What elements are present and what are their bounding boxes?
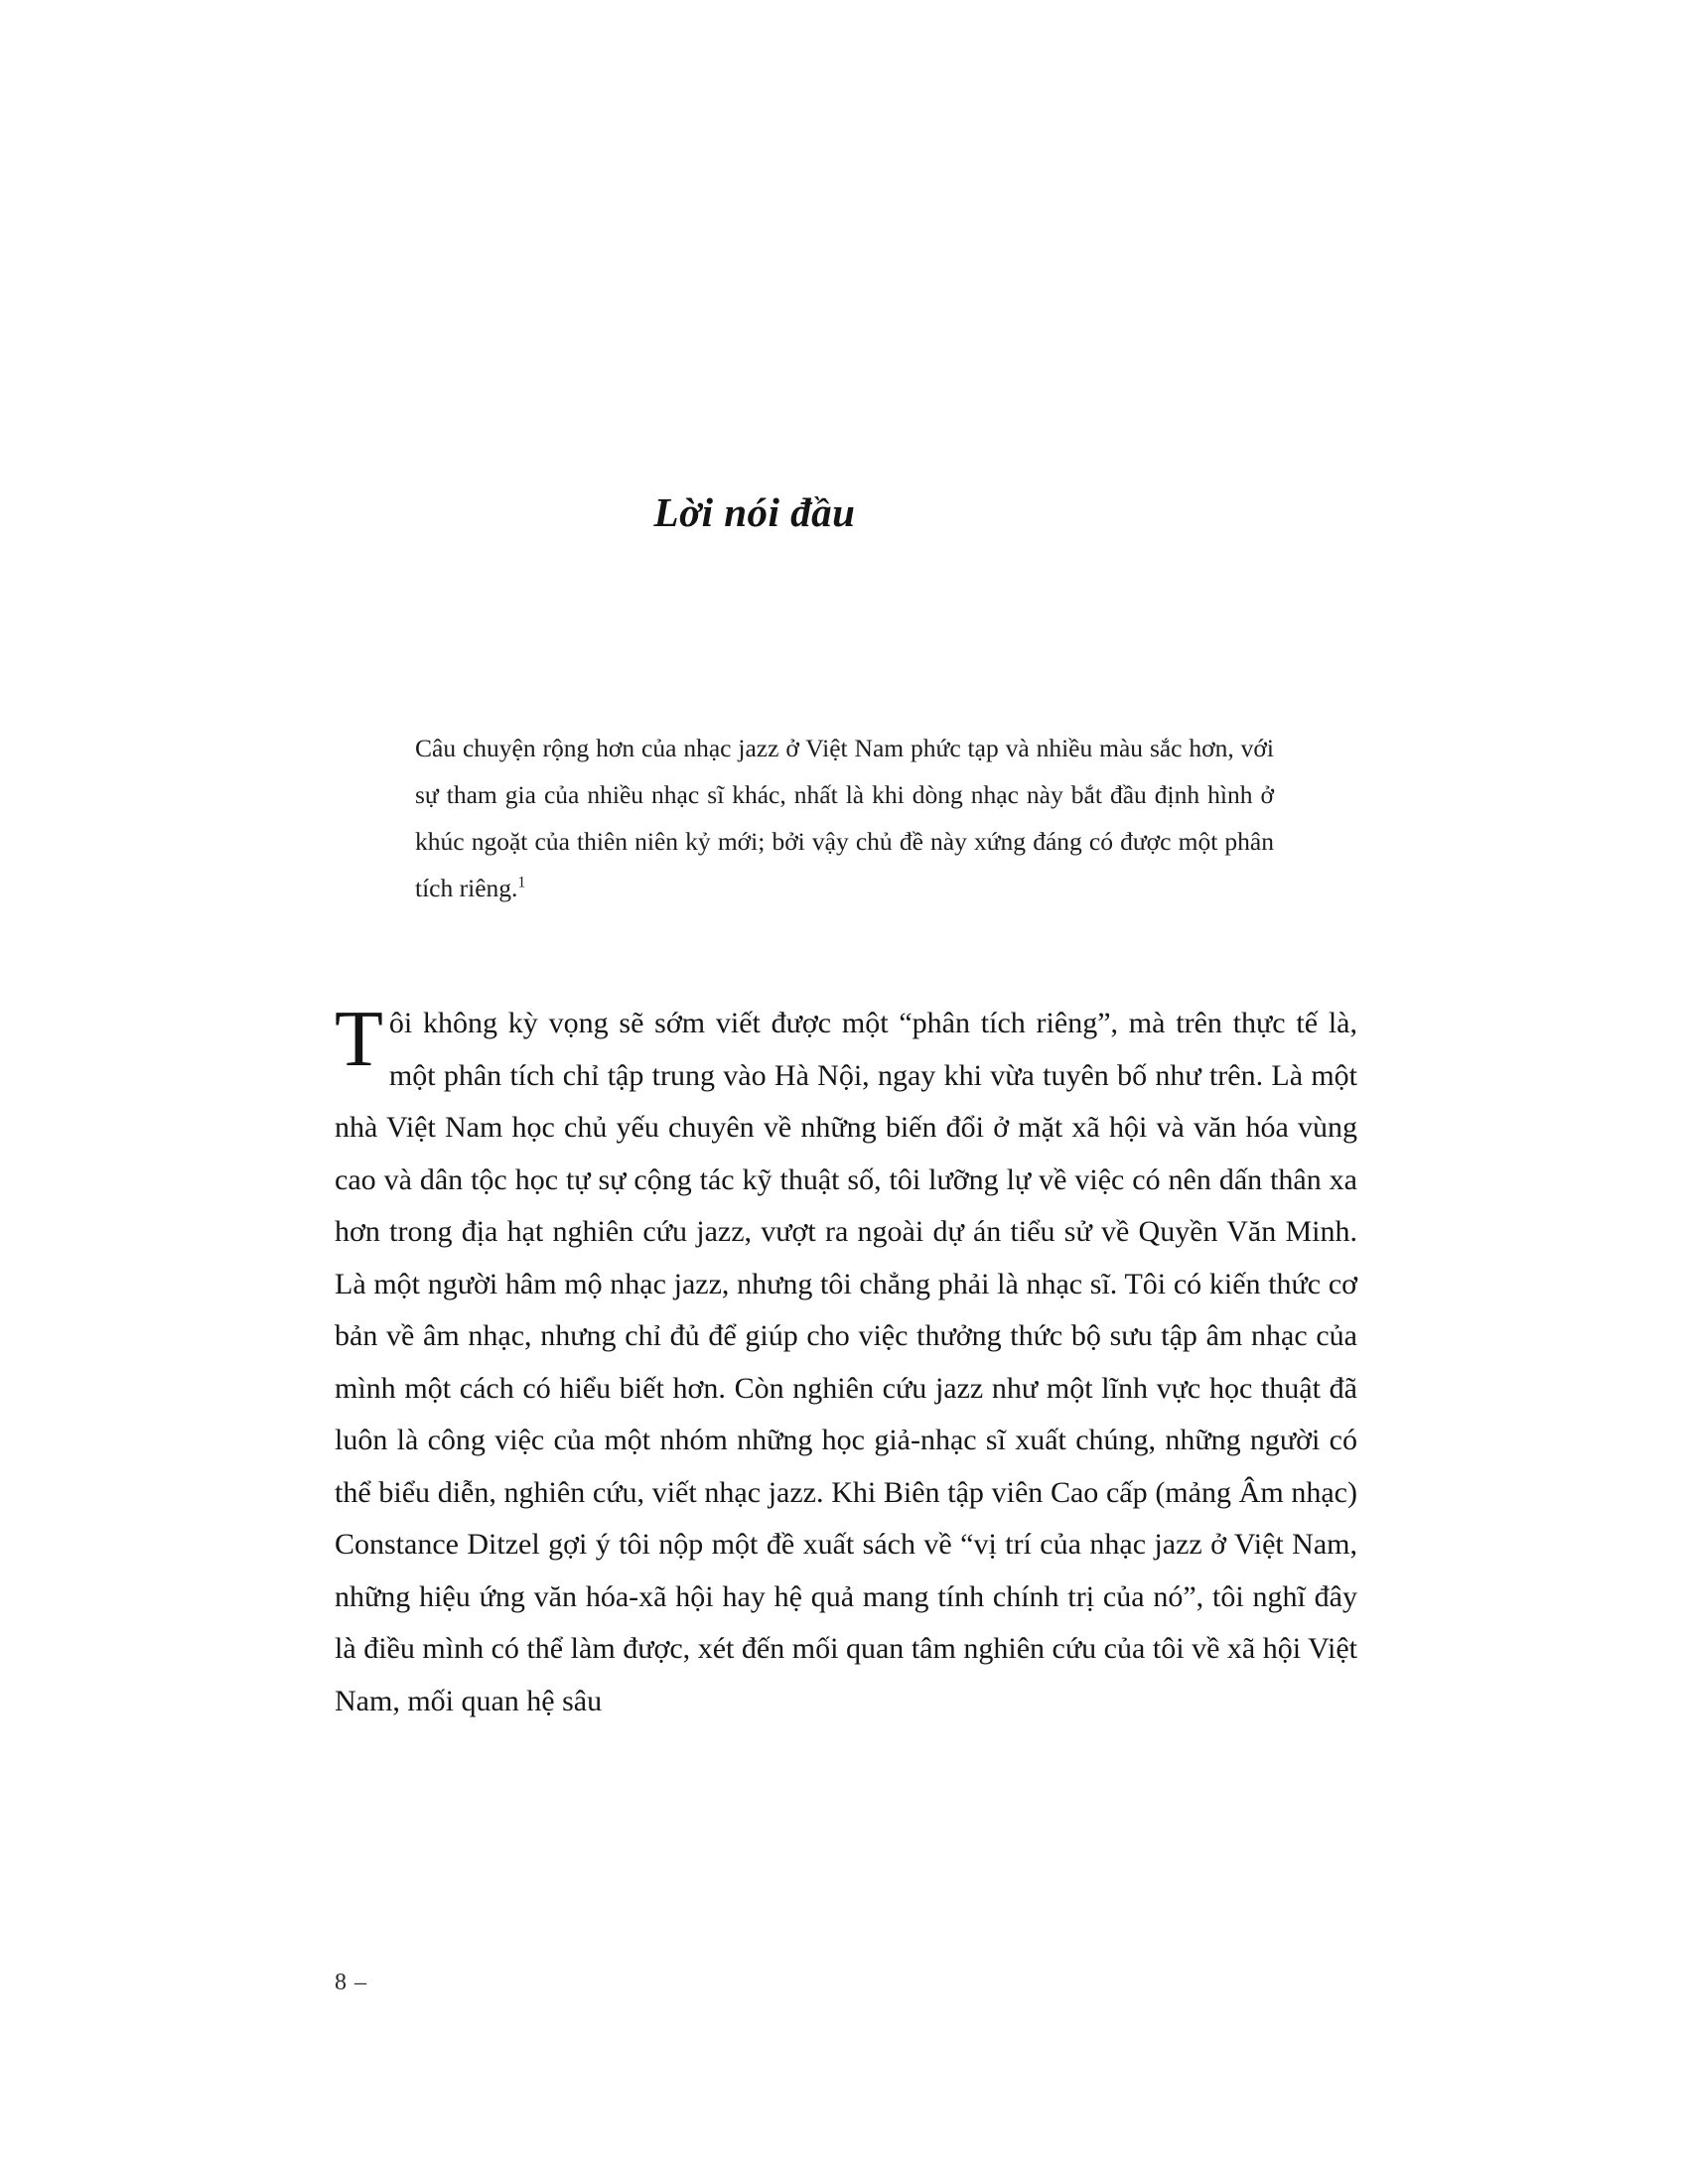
body-paragraph <box>335 998 1357 1727</box>
epigraph-block <box>415 725 1274 911</box>
drop-cap: T <box>335 996 383 1083</box>
footnote-marker: 1 <box>517 874 526 891</box>
chapter-title-text: Lời nói đầu <box>653 489 856 536</box>
page-title <box>0 488 1688 536</box>
epigraph-text: Câu chuyện rộng hơn của nhạc jazz ở Việt Nam phức tạp và nhiều màu sắc hơn, với sự tham gia của nhiều nhạc sĩ khác, nhất là khi dòng nhạc này bắt đầu định hình ở khúc ngoặt của thiên niên kỷ mới; bởi vậy chủ đề này xứng đáng có được một phân tích riêng. <box>415 734 1274 902</box>
page-number: 8 – <box>335 1970 367 1995</box>
body-paragraph-text: ôi không kỳ vọng sẽ sớm viết được một “phân tích riêng”, mà trên thực tế là, một phân tích chỉ tập trung vào Hà Nội, ngay khi vừa tuyên bố như trên. Là một nhà Việt Nam học chủ yếu chuyên về những biến đổi ở mặt xã hội và văn hóa vùng cao và dân tộc học tự sự cộng tác kỹ thuật số, tôi lưỡng lự về việc có nên dấn thân xa hơn trong địa hạt nghiên cứu jazz, vượt ra ngoài dự án tiểu sử về Quyền Văn Minh. Là một người hâm mộ nhạc jazz, nhưng tôi chẳng phải là nhạc sĩ. Tôi có kiến thức cơ bản về âm nhạc, nhưng chỉ đủ để giúp cho việc thưởng thức bộ sưu tập âm nhạc của mình một cách có hiểu biết hơn. Còn nghiên cứu jazz như một lĩnh vực học thuật đã luôn là công việc của một nhóm những học giả-nhạc sĩ xuất chúng, những người có thể biểu diễn, nghiên cứu, viết nhạc jazz. Khi Biên tập viên Cao cấp (mảng Âm nhạc) Constance Ditzel gợi ý tôi nộp một đề xuất sách về “vị trí của nhạc jazz ở Việt Nam, những hiệu ứng văn hóa-xã hội hay hệ quả mang tính chính trị của nó”, tôi nghĩ đây là điều mình có thể làm được, xét đến mối quan tâm nghiên cứu của tôi về xã hội Việt Nam, mối quan hệ sâu <box>335 1007 1357 1717</box>
body-text-block <box>335 998 1357 1727</box>
